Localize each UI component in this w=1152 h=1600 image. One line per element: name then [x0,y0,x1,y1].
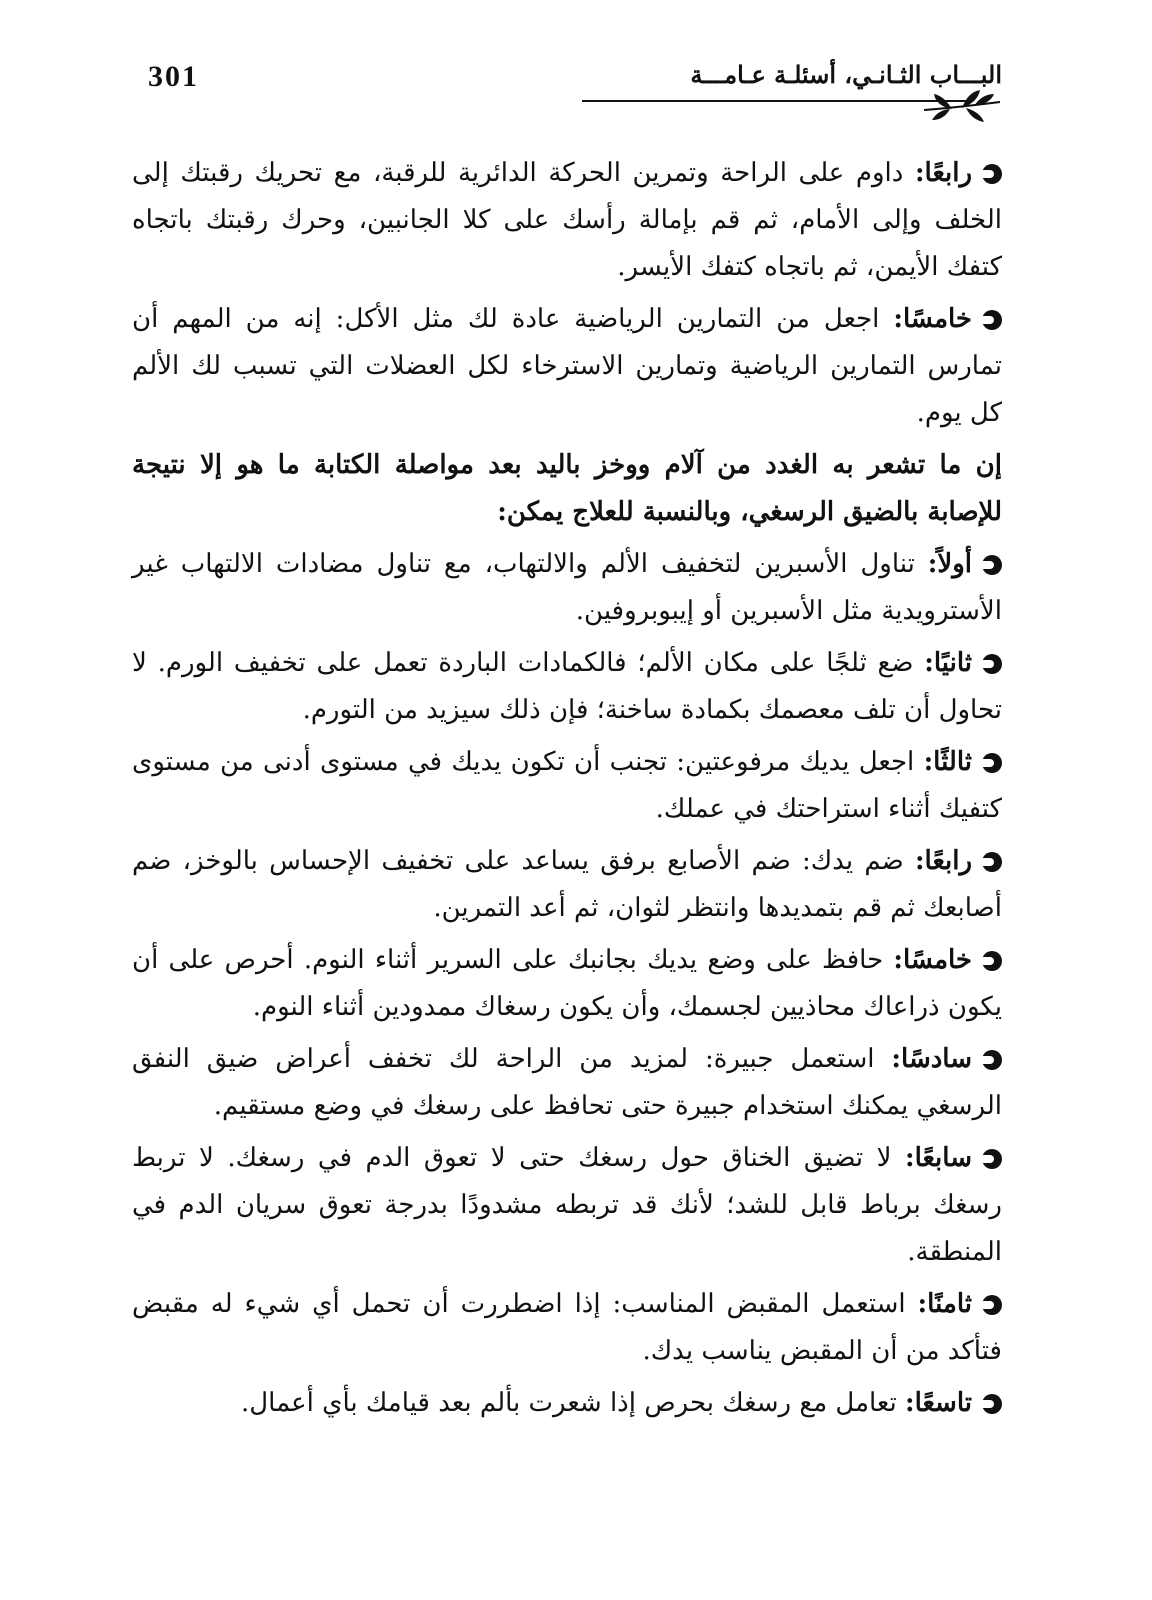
list-item [132,1036,1002,1130]
page-body [132,150,1002,1432]
list-item [132,150,1002,291]
item-label: ثامنًا: [917,1289,972,1319]
list-item [132,937,1002,1031]
bullet-icon [982,753,1002,773]
item-text: استعمل المقبض المناسب: إذا اضطررت أن تحمل أي شيء له مقبض فتأكد من أن المقبض يناسب يدك. [132,1289,1002,1366]
list-item [132,1281,1002,1375]
page-header [140,60,1002,130]
bullet-icon [982,654,1002,674]
list-item [132,1380,1002,1427]
item-label: أولاً: [927,549,972,579]
item-label: سابعًا: [904,1143,972,1173]
list-item [132,640,1002,734]
item-label: ثالثًا: [923,747,973,777]
bullet-icon [982,951,1002,971]
bullet-icon [982,852,1002,872]
page-number: 301 [148,60,199,93]
item-label: خامسًا: [893,945,972,975]
item-text: حافظ على وضع يديك بجانبك على السرير أثناء النوم. أحرص على أن يكون ذراعاك محاذيين لجسمك، وأن يكون رسغاك ممدودين أثناء النوم. [132,945,1002,1022]
intro-paragraph: إن ما تشعر به الغدد من آلام ووخز باليد بعد مواصلة الكتابة ما هو إلا نتيجة للإصابة بالضيق الرسغي، وبالنسبة للعلاج يمكن: [132,450,1002,527]
item-text: لا تضيق الخناق حول رسغك حتى لا تعوق الدم في رسغك. لا تربط رسغك برباط قابل للشد؛ لأنك قد تربطه مشدودًا بدرجة تعوق سريان الدم في المنطقة. [132,1143,1002,1267]
list-item [132,739,1002,833]
bullet-icon [982,310,1002,330]
item-text: اجعل يديك مرفوعتين: تجنب أن تكون يديك في مستوى أدنى من مستوى كتفيك أثناء استراحتك في عملك. [132,747,1002,824]
list-item [132,541,1002,635]
item-label: سادسًا: [891,1044,973,1074]
item-text: ضم يدك: ضم الأصابع برفق يساعد على تخفيف الإحساس بالوخز، ضم أصابعك ثم قم بتمديدها وانتظر لثوان، ثم أعد التمرين. [132,846,1002,923]
bullet-icon [982,1394,1002,1414]
item-text: تعامل مع رسغك بحرص إذا شعرت بألم بعد قيامك بأي أعمال. [241,1388,897,1418]
item-text: ضع ثلجًا على مكان الألم؛ فالكمادات الباردة تعمل على تخفيف الورم. لا تحاول أن تلف معصمك بكمادة ساخنة؛ فإن ذلك سيزيد من التورم. [132,648,1002,725]
item-text: تناول الأسبرين لتخفيف الألم والالتهاب، مع تناول مضادات الالتهاب غير الأسترويدية مثل الأسبرين أو إيبوبروفين. [132,549,1002,626]
leaf-ornament-icon [922,88,1002,124]
bullet-icon [982,555,1002,575]
list-item [132,296,1002,437]
item-text: داوم على الراحة وتمرين الحركة الدائرية للرقبة، مع تحريك رقبتك إلى الخلف وإلى الأمام، ثم قم بإمالة رأسك على كلا الجانبين، وحرك رقبتك باتجاه كتفك الأيمن، ثم باتجاه كتفك الأيسر. [132,158,1002,282]
item-text: اجعل من التمارين الرياضية عادة لك مثل الأكل: إنه من المهم أن تمارس التمارين الرياضية وتمارين الاسترخاء لكل العضلات التي تسبب لك الألم كل يوم. [132,304,1002,428]
item-label: ثانيًا: [924,648,973,678]
bullet-icon [982,164,1002,184]
item-label: رابعًا: [914,158,973,188]
running-head: البـــاب الثـانـي، أسئلـة عـامـــة [690,60,1002,89]
bullet-icon [982,1295,1002,1315]
list-item [132,838,1002,932]
item-label: تاسعًا: [904,1388,972,1418]
item-text: استعمل جبيرة: لمزيد من الراحة لك تخفف أعراض ضيق النفق الرسغي يمكنك استخدام جبيرة حتى تحافظ على رسغك في وضع مستقيم. [132,1044,1002,1121]
bullet-icon [982,1050,1002,1070]
item-label: رابعًا: [914,846,973,876]
item-label: خامسًا: [893,304,972,334]
bullet-icon [982,1149,1002,1169]
header-rule [582,100,972,102]
list-item [132,1135,1002,1276]
